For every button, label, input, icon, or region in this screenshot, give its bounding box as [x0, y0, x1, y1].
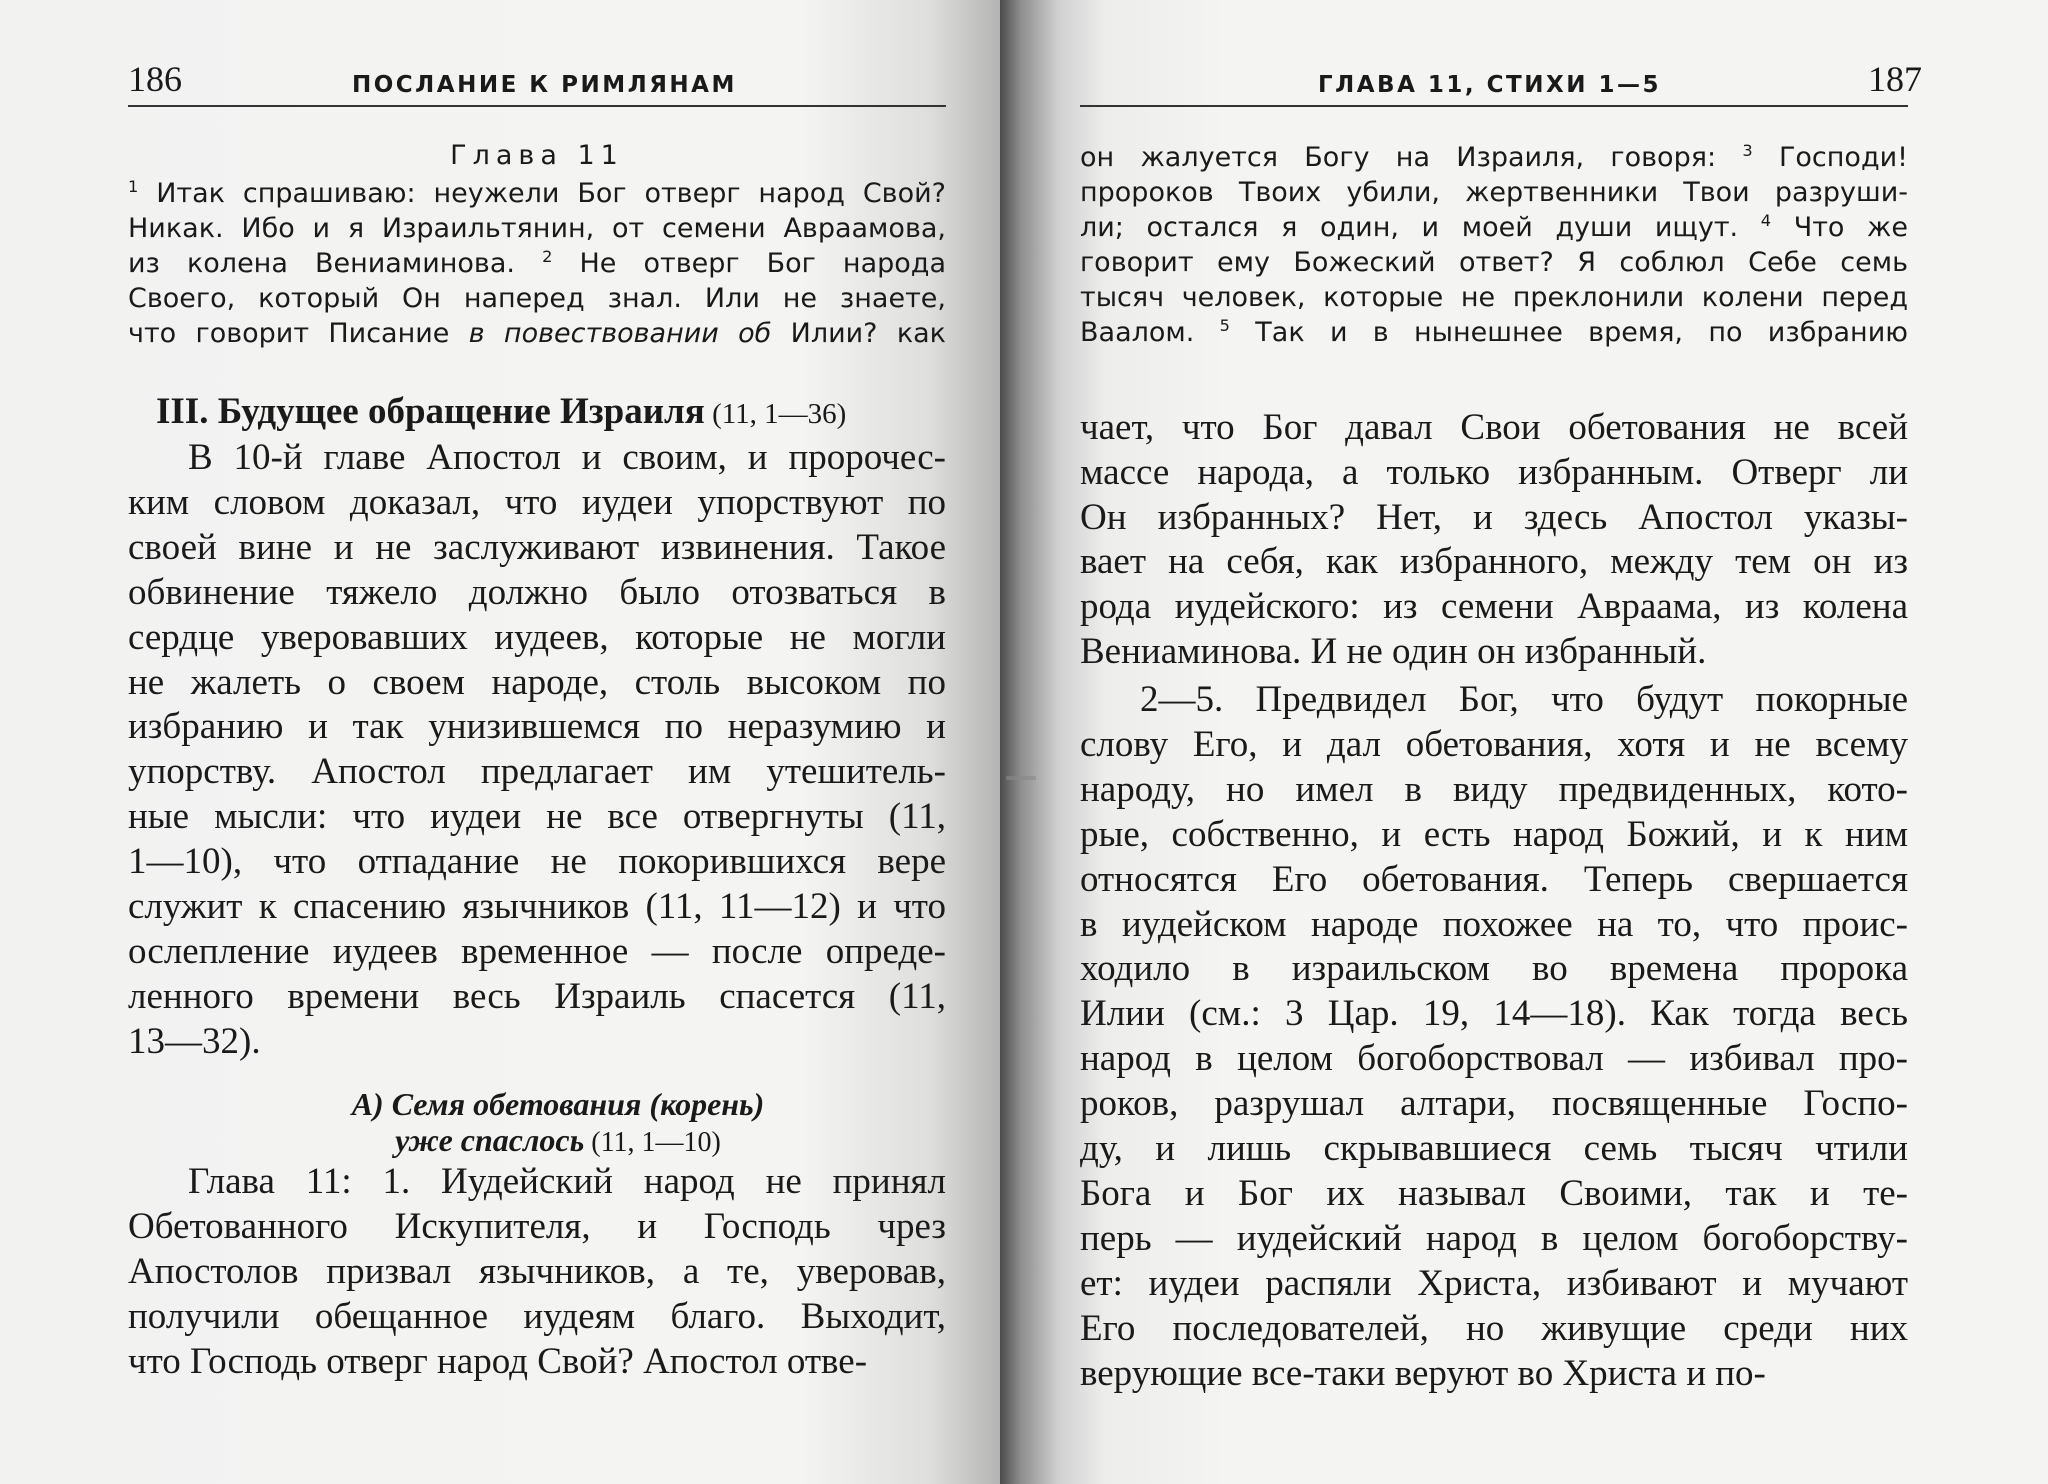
text-line: Обетованного Искупителя, и Господь чрез [128, 1206, 946, 1247]
text-line: Бога и Бог их называл Своими, так и те- [1080, 1172, 1908, 1214]
verse-number: 1 [128, 177, 139, 196]
text-line: перь — иудейский народ в целом богоборству- [1080, 1217, 1908, 1259]
text-line: ослепление иудеев временное — после опреде- [128, 930, 946, 972]
text-line: чает, что Бог давал Свои обетования не всей [1080, 407, 1908, 448]
verse-line: Своего, который Он наперед знал. Или не знаете, [128, 283, 946, 314]
subsection-title: уже спаслось [395, 1122, 585, 1158]
text-line: ленного времени весь Израиль спасется (11, [128, 975, 946, 1017]
verse-text: Господи! [1752, 142, 1908, 173]
verse-text: Ваалом. [1080, 317, 1220, 348]
header-rule [1080, 105, 1908, 107]
verse-text: Илии? как [771, 318, 946, 349]
text-line: что Господь отверг народ Свой? Апостол отве- [128, 1341, 868, 1382]
verse-text: Не отверг Бог народа [552, 248, 947, 279]
text-line: верующие все-таки веруют во Христа и по- [1080, 1352, 1766, 1394]
verse-line: тысяч человек, которые не преклонили колени перед [1080, 282, 1908, 313]
verse-line [128, 178, 946, 209]
right-page [1000, 0, 2048, 1484]
text-line: не жалеть о своем народе, столь высоком по [128, 661, 946, 703]
text-line: народу, но имел в виду предвиденных, кото- [1080, 768, 1908, 810]
verse-line [128, 318, 946, 349]
subsection-heading-2 [170, 1118, 946, 1161]
page-number: 186 [128, 59, 182, 99]
gutter-mark [1006, 776, 1036, 780]
running-head: ПОСЛАНИЕ К РИМЛЯНАМ [352, 72, 737, 98]
verse-line [128, 248, 946, 279]
text-line: своей вине и не заслуживают извинения. Такое [128, 526, 946, 568]
subsection-title: А) Семя обетования (корень) [351, 1086, 765, 1122]
left-page [0, 0, 1000, 1484]
verse-line [1080, 142, 1908, 173]
text-line: В 10-й главе Апостол и своим, и пророчес- [188, 437, 946, 478]
text-line: избранию и так унизившемся по неразумию и [128, 706, 946, 748]
text-line: Илии (см.: 3 Цар. 19, 14—18). Как тогда весь [1080, 993, 1908, 1035]
text-line: роков, разрушал алтари, посвященные Госпо- [1080, 1083, 1908, 1125]
text-line: вает на себя, как избранного, между тем он из [1080, 541, 1908, 583]
verse-line: пророков Твоих убили, жертвенники Твои разруши- [1080, 177, 1908, 208]
verse-number: 2 [542, 247, 553, 266]
text-line: ду, и лишь скрывавшиеся семь тысяч чтили [1080, 1128, 1908, 1169]
verse-line: Никак. Ибо и я Израильтянин, от семени Авраамова, [128, 213, 946, 244]
text-line: ким словом доказал, что иудеи упорствуют по [128, 481, 946, 523]
subsection-ref: (11, 1—10) [584, 1127, 721, 1158]
text-line: упорству. Апостол предлагает им утешитель- [128, 751, 946, 793]
text-line: сердце уверовавших иудеев, которые не могли [128, 616, 946, 658]
verse-italic-text: в повествовании об [468, 318, 772, 349]
page-number: 187 [1868, 59, 1922, 99]
text-line: 1—10), что отпадание не покорившихся вере [128, 841, 946, 883]
verse-line: говорит ему Божеский ответ? Я соблюл Себе семь [1080, 247, 1908, 278]
text-line: Апостолов призвал язычников, а те, уверовав, [128, 1251, 946, 1292]
verse-text: ли; остался я один, и моей души ищут. [1080, 212, 1761, 243]
text-line: массе народа, а только избранным. Отверг ли [1080, 451, 1908, 493]
text-line: получили обещанное иудеям благо. Выходит, [128, 1296, 946, 1337]
text-line: служит к спасению язычников (11, 11—12) и что [128, 886, 946, 927]
section-title: III. Будущее обращение Израиля [156, 391, 705, 432]
verse-line [1080, 212, 1908, 243]
text-line: Глава 11: 1. Иудейский народ не принял [188, 1161, 946, 1202]
text-line: Его последователей, но живущие среди них [1080, 1307, 1908, 1349]
verse-number: 3 [1742, 141, 1753, 160]
text-line: народ в целом богоборствовал — избивал про- [1080, 1038, 1908, 1080]
text-line: Вениаминова. И не один он избранный. [1080, 631, 1707, 672]
verse-number: 5 [1219, 316, 1230, 335]
text-line: ные мысли: что иудеи не все отвергнуты (11, [128, 796, 946, 838]
text-line: 13—32). [128, 1020, 261, 1062]
text-line: ет: иудеи распяли Христа, избивают и мучают [1080, 1262, 1908, 1304]
verse-text: Итак спрашиваю: неужели Бог отверг народ Свой? [138, 178, 946, 209]
verse-text: Так и в нынешнее время, по избранию [1229, 317, 1908, 348]
verse-text: из колена Вениаминова. [128, 248, 543, 279]
verse-text: Что же [1771, 212, 1908, 243]
text-line: рые, собственно, и есть народ Божий, и к ним [1080, 813, 1908, 855]
text-line: рода иудейского: из семени Авраама, из колена [1080, 586, 1908, 628]
verse-text: он жалуется Богу на Израиля, говоря: [1080, 142, 1743, 173]
running-head: ГЛАВА 11, СТИХИ 1—5 [1318, 72, 1661, 98]
text-line: в иудейском народе похожее на то, что проис- [1080, 903, 1908, 945]
section-heading [156, 390, 946, 433]
text-line: слову Его, и дал обетования, хотя и не всему [1080, 723, 1908, 765]
chapter-heading: Глава 11 [450, 140, 624, 171]
text-line: 2—5. Предвидел Бог, что будут покорные [1140, 679, 1908, 720]
verse-text: что говорит Писание [128, 318, 469, 349]
text-line: относятся Его обетования. Теперь свершается [1080, 858, 1908, 900]
text-line: обвинение тяжело должно было отозваться в [128, 571, 946, 613]
section-ref: (11, 1—36) [704, 398, 847, 430]
text-line: ходило в израильском во времена пророка [1080, 948, 1908, 990]
text-line: Он избранных? Нет, и здесь Апостол указы- [1080, 496, 1908, 538]
verse-number: 4 [1760, 211, 1772, 230]
verse-line [1080, 317, 1908, 348]
header-rule [128, 105, 946, 107]
